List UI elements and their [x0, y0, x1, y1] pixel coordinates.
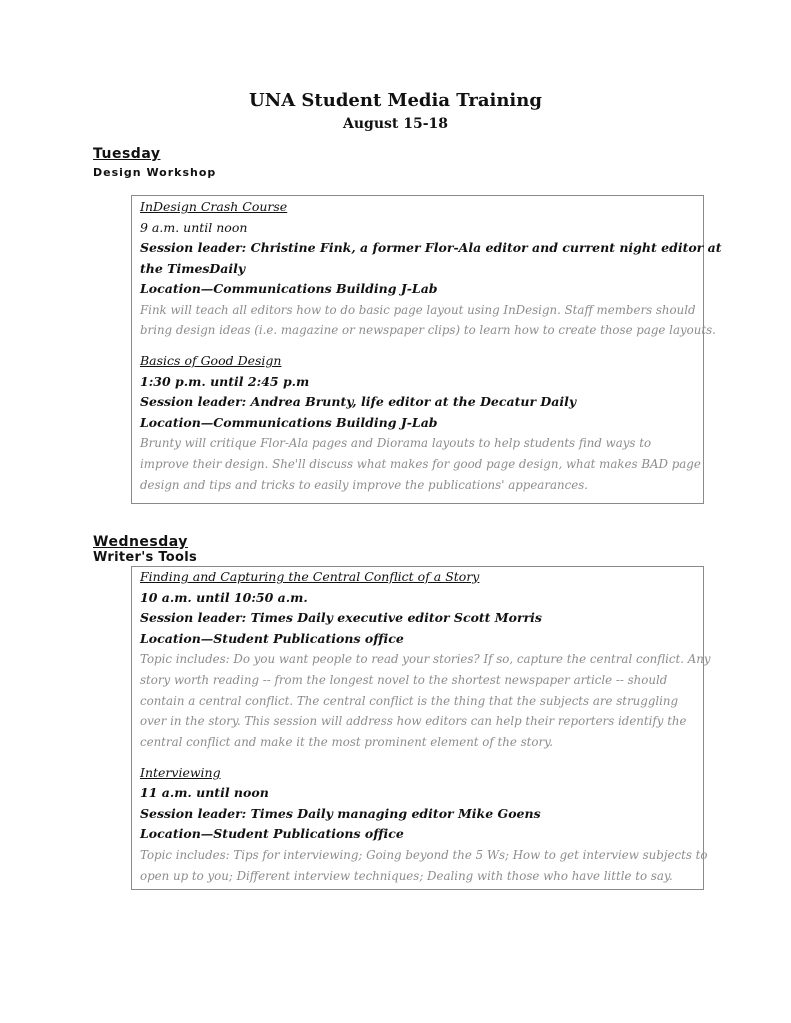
document-title: UNA Student Media Training: [249, 90, 542, 111]
day-heading-wednesday: Wednesday: [93, 534, 188, 550]
session-central-conflict: [140, 567, 711, 753]
session-leader: Session leader: Andrea Brunty, life editor at the Decatur Daily: [140, 394, 577, 410]
session-spacer: [140, 753, 695, 763]
wednesday-sessions-box: [131, 566, 711, 890]
session-description-line: design and tips and tricks to easily improve the publications' appearances.: [140, 477, 589, 492]
session-description-line: Brunty will critique Flor-Ala pages and Diorama layouts to help students find ways to: [140, 436, 652, 451]
session-description-line: Topic includes: Do you want people to read your stories? If so, capture the central conflict. Any: [140, 652, 711, 666]
session-description-line: over in the story. This session will address how editors can help their reporters identify the: [140, 714, 687, 729]
session-location: Location—Communications Building J-Lab: [140, 414, 438, 430]
session-title: Interviewing: [140, 764, 221, 780]
session-title: Finding and Capturing the Central Conflict of a Story: [140, 569, 480, 584]
document-date: August 15-18: [342, 116, 448, 132]
session-description-line: contain a central conflict. The central conflict is the thing that the subjects are struggling: [140, 693, 679, 708]
session-time: 9 a.m. until noon: [140, 219, 248, 235]
session-description-line: bring design ideas (i.e. magazine or newspaper clips) to learn how to create those page layouts.: [140, 323, 716, 338]
tuesday-sessions-box: [131, 195, 722, 504]
session-description-line: central conflict and make it the most prominent element of the story.: [140, 735, 553, 750]
session-description-line: Topic includes: Tips for interviewing; Going beyond the 5 Ws; How to get interview subjects to: [140, 847, 708, 862]
section-heading-design-workshop: Design Workshop: [93, 166, 217, 179]
session-description-line: Fink will teach all editors how to do basic page layout using InDesign. Staff members should: [140, 302, 696, 317]
session-location: Location—Communications Building J-Lab: [140, 281, 438, 296]
session-location: Location—Student Publications office: [140, 826, 404, 842]
session-title: InDesign Crash Course: [140, 199, 288, 214]
section-heading-writers-tools: Writer's Tools: [93, 550, 198, 565]
session-title: Basics of Good Design: [140, 353, 282, 369]
session-basics-of-good-design: [140, 351, 701, 495]
session-leader-continued: the TimesDaily: [140, 260, 246, 276]
session-spacer: [140, 341, 695, 351]
session-interviewing: [140, 763, 708, 887]
session-leader: Session leader: Times Daily managing editor Mike Goens: [140, 805, 541, 821]
session-description-line: story worth reading -- from the longest novel to the shortest newspaper article -- should: [140, 672, 668, 687]
session-description-line: open up to you; Different interview techniques; Dealing with those who have little to say.: [140, 868, 673, 883]
session-location: Location—Student Publications office: [140, 630, 404, 646]
session-indesign-crash-course: [140, 197, 722, 341]
session-time: 10 a.m. until 10:50 a.m.: [140, 589, 308, 605]
session-leader: Session leader: Times Daily executive editor Scott Morris: [140, 610, 542, 625]
session-leader: Session leader: Christine Fink, a former Flor-Ala editor and current night editor at: [140, 240, 722, 255]
session-description-line: improve their design. She'll discuss what makes for good page design, what makes BAD page: [140, 456, 701, 471]
day-heading-tuesday: Tuesday: [93, 146, 161, 162]
session-time: 1:30 p.m. until 2:45 p.m: [140, 373, 310, 389]
session-time: 11 a.m. until noon: [140, 785, 269, 801]
